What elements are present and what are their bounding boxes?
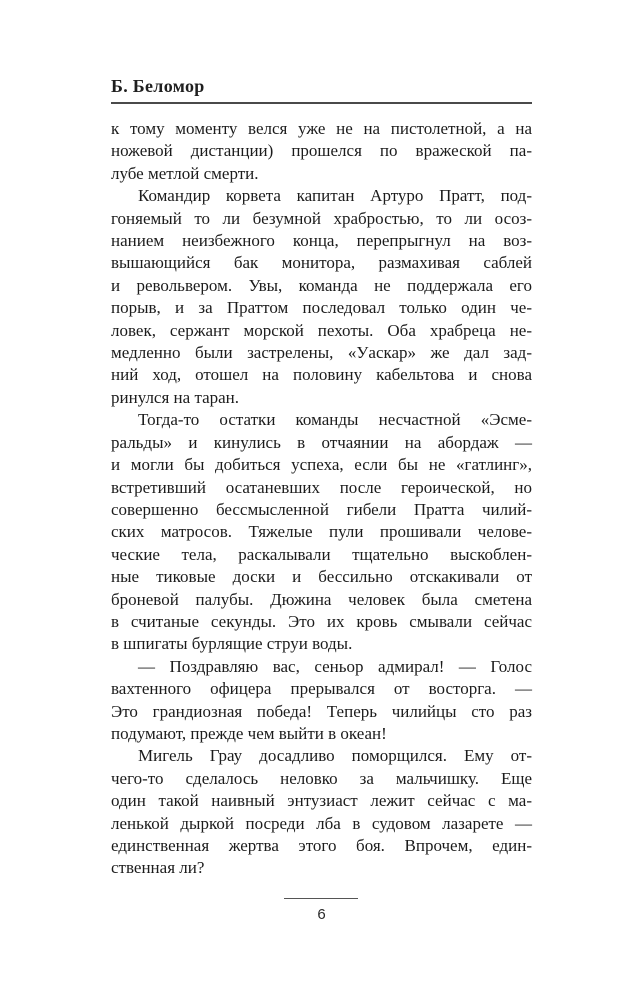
paragraph	[111, 118, 532, 185]
text-line: гоняемый то ли безумной храбростью, то ли осоз-	[111, 208, 532, 228]
page-number: 6	[317, 906, 326, 923]
text-line: броневой палубы. Дюжина человек была сметена	[111, 589, 532, 609]
text-line: подумают, прежде чем выйти в океан!	[111, 723, 387, 743]
text-line: Командир корвета капитан Артуро Пратт, под-	[138, 186, 532, 206]
text-line: и револьвером. Увы, команда не поддержала его	[111, 275, 532, 295]
text-line: ческие тела, раскалывали тщательно выскоблен-	[111, 544, 532, 564]
text-line: ножевой дистанции) прошелся по вражеской па-	[111, 141, 532, 161]
body-text	[111, 118, 532, 880]
text-line: Тогда-то остатки команды несчастной «Эсме-	[138, 410, 532, 430]
paragraph	[111, 656, 532, 746]
text-line: и могли бы добиться успеха, если бы не «гатлинг»,	[111, 455, 532, 475]
text-line: встретивший осатаневших после героической, но	[111, 477, 532, 497]
text-line: нанием неизбежного конца, перепрыгнул на воз-	[111, 231, 532, 251]
text-line: вышающийся бак монитора, размахивая саблей	[111, 253, 532, 273]
text-line: в шпигаты бурлящие струи воды.	[111, 634, 353, 654]
paragraph	[111, 745, 532, 879]
text-line: Это грандиозная победа! Теперь чилийцы сто раз	[111, 701, 532, 721]
text-line: порыв, и за Праттом последовал только один че-	[111, 298, 532, 318]
text-line: ловек, сержант морской пехоты. Оба храбреца не-	[111, 320, 532, 340]
author-name: Б. Беломор	[111, 76, 205, 96]
text-line: ских матросов. Тяжелые пули прошивали челове-	[111, 522, 532, 542]
text-line: один такой наивный энтузиаст лежит сейчас с ма-	[111, 791, 532, 811]
header-rule	[111, 102, 532, 104]
text-line: — Поздравляю вас, сеньор адмирал! — Голос	[138, 656, 532, 676]
text-line: единственная жертва этого боя. Впрочем, един-	[111, 836, 532, 855]
text-line: ственная ли?	[111, 858, 205, 878]
text-line: к тому моменту велся уже не на пистолетной, а на	[111, 119, 532, 138]
text-line: ринулся на таран.	[111, 387, 240, 407]
footer-rule	[284, 898, 358, 899]
text-line: в считаные секунды. Это их кровь смывали сейчас	[111, 611, 532, 631]
text-line: ний ход, отошел на половину кабельтова и снова	[111, 365, 532, 385]
text-line: лубе метлой смерти.	[111, 163, 259, 183]
text-line: чего-то сделалось неловко за мальчишку. Еще	[111, 768, 532, 788]
text-line: ральды» и кинулись в отчаянии на абордаж —	[111, 432, 532, 452]
text-line: ные тиковые доски и бессильно отскакивали от	[111, 567, 532, 587]
paragraph	[111, 185, 532, 409]
text-line: ленькой дыркой посреди лба в судовом лазарете —	[111, 813, 532, 833]
text-line: медленно были застрелены, «Уаскар» же дал зад-	[111, 343, 532, 363]
text-line: Мигель Грау досадливо поморщился. Ему от-	[138, 746, 532, 766]
paragraph	[111, 409, 532, 655]
running-header	[111, 76, 532, 104]
text-line: вахтенного офицера прерывался от восторга. —	[111, 679, 532, 699]
text-line: совершенно бессмысленной гибели Пратта чилий-	[111, 499, 532, 519]
